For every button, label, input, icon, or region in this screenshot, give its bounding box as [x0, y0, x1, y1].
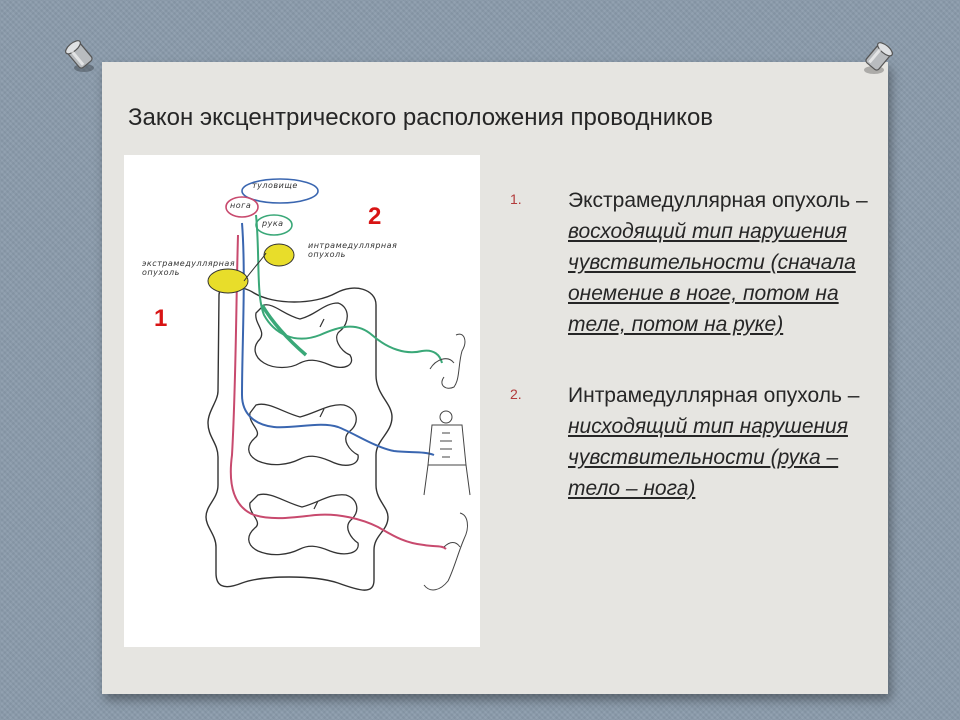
points-list — [510, 185, 870, 544]
body-figure-leg — [424, 513, 467, 590]
list-emphasis: нисходящий тип нарушения чувствительности (рука – тело – нога) — [568, 415, 848, 500]
label-extramedullary: экстрамедуллярная опухоль — [142, 259, 236, 277]
leg-pathway — [231, 235, 446, 549]
pushpin-icon — [856, 40, 896, 80]
list-item — [510, 185, 870, 340]
diagram-drawing — [124, 155, 480, 647]
cord-outline — [206, 287, 392, 591]
spinal-cord-diagram — [124, 155, 480, 647]
list-number: 1. — [510, 191, 522, 207]
label-arm: рука — [262, 219, 284, 228]
list-lead: Интрамедуллярная опухоль – — [568, 384, 860, 407]
pushpin-icon — [62, 38, 102, 78]
label-trunk: туловище — [252, 181, 298, 190]
grey-matter-upper — [255, 303, 352, 368]
slide-title: Закон эксцентрического расположения проводников — [128, 104, 714, 131]
list-number: 2. — [510, 386, 522, 402]
body-figure-arm — [430, 334, 465, 388]
list-text — [568, 384, 859, 500]
body-figure-trunk — [424, 411, 470, 495]
grey-matter-middle — [249, 404, 358, 465]
list-item — [510, 380, 870, 504]
list-emphasis: восходящий тип нарушения чувствительности (сначала онемение в ноге, потом на теле, потом на руке) — [568, 220, 856, 336]
label-intramedullary: интрамедуллярная опухоль — [308, 241, 398, 259]
marker-intramedullary: 2 — [368, 203, 382, 230]
label-leg: нога — [230, 201, 252, 210]
marker-extramedullary: 1 — [154, 305, 168, 332]
list-lead: Экстрамедуллярная опухоль – — [568, 189, 868, 212]
list-text — [568, 189, 868, 336]
grey-matter-lower — [249, 494, 358, 554]
intramedullary-tumor — [264, 244, 294, 266]
